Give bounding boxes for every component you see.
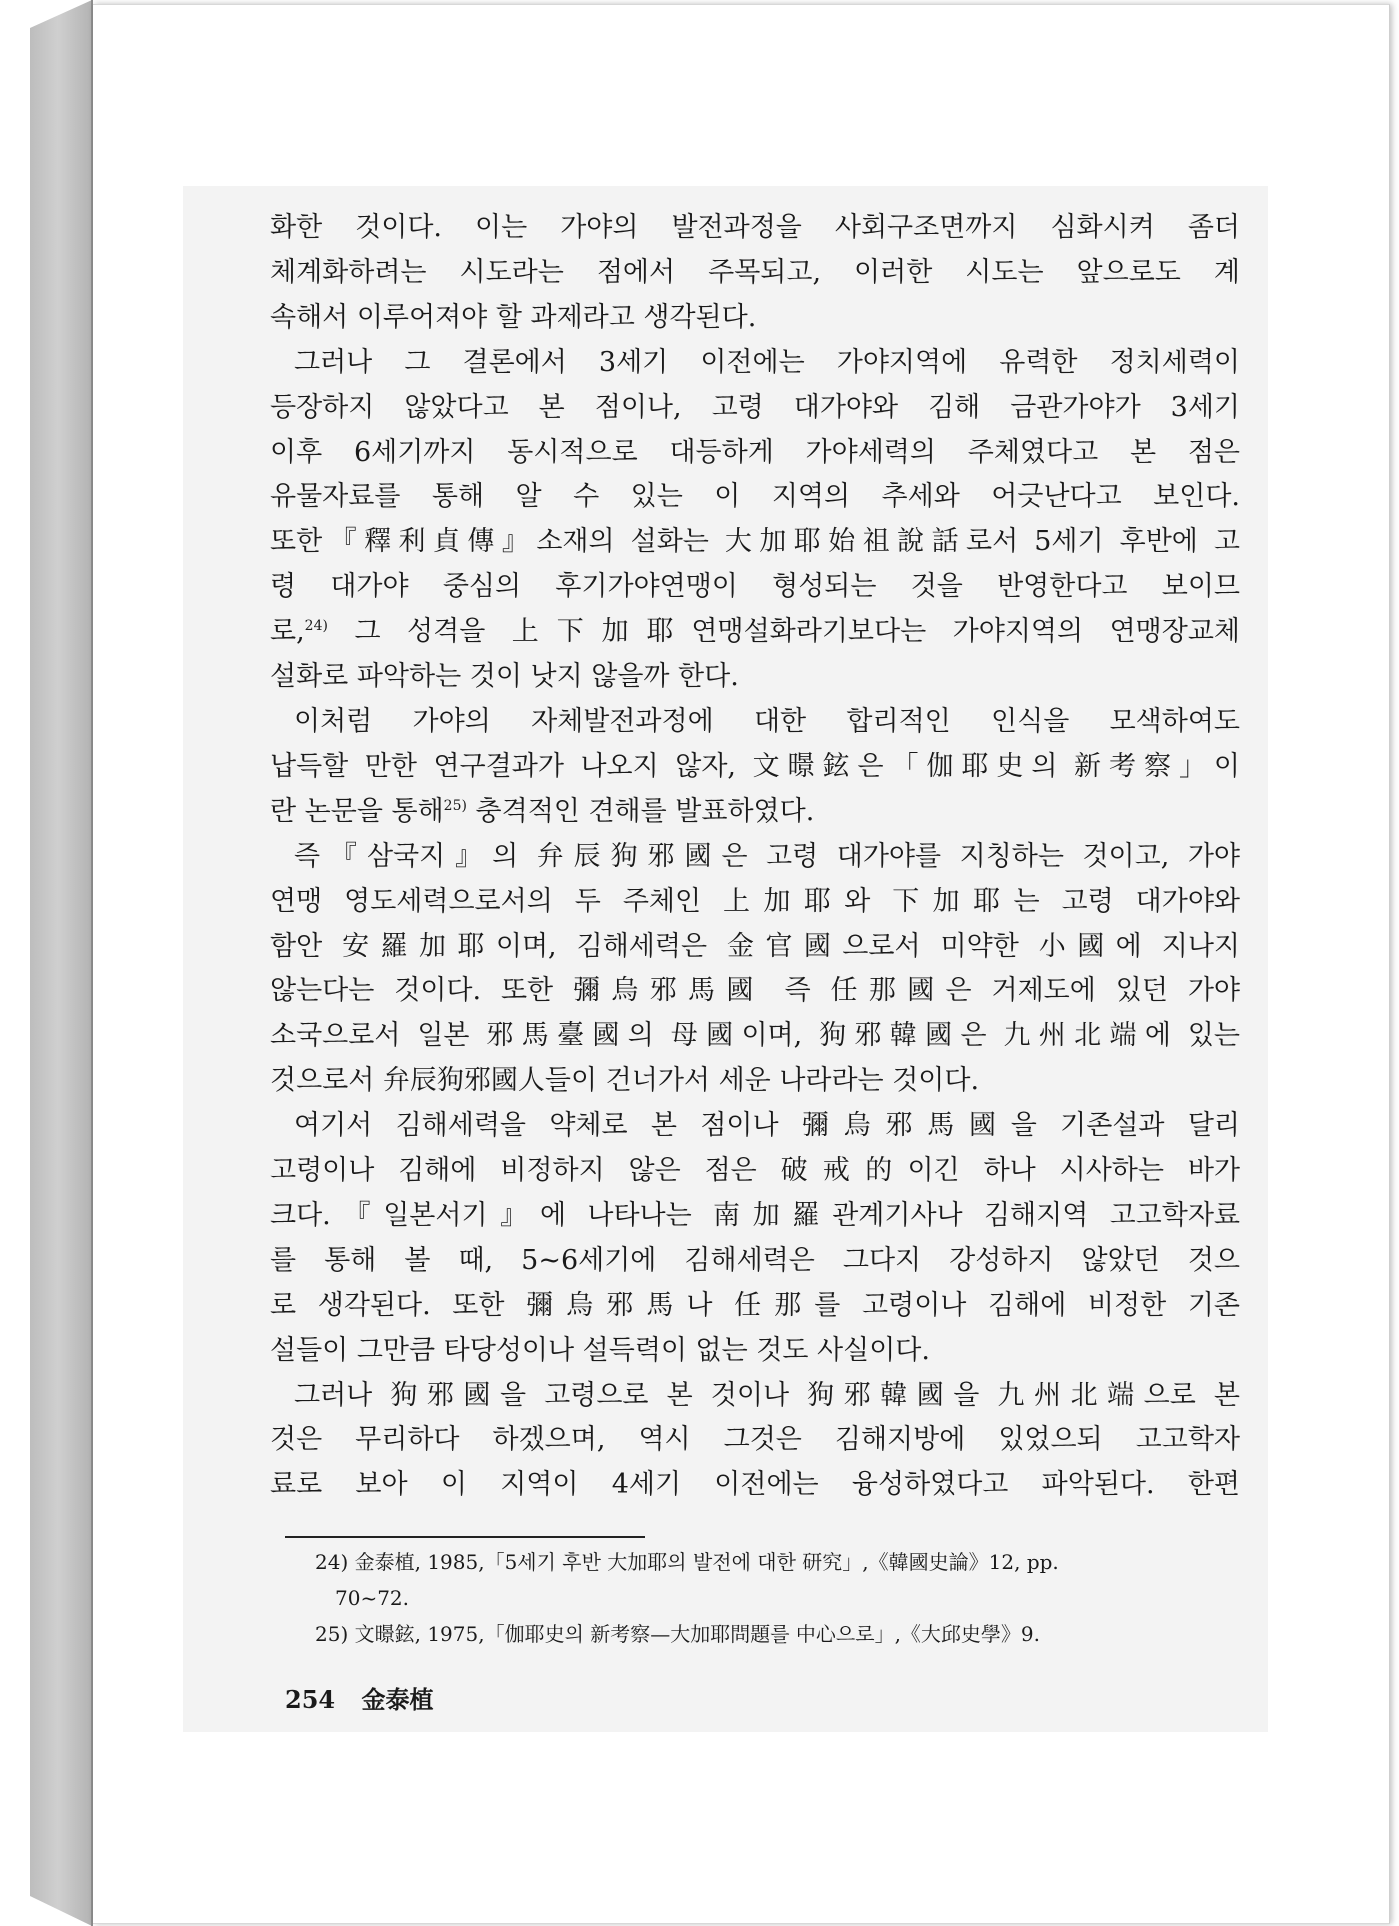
page-number: 254 bbox=[285, 1685, 336, 1714]
footnote-divider bbox=[285, 1536, 645, 1538]
footnote-ref-24: 24) bbox=[304, 618, 328, 635]
body-line-with-footnote bbox=[270, 610, 1240, 655]
body-line-with-footnote bbox=[270, 790, 1240, 835]
footnotes bbox=[315, 1544, 1240, 1652]
body-line: 화한 것이다. 이는 가야의 발전과정을 사회구조면까지 심화시켜 좀더 bbox=[270, 212, 1240, 243]
body-line: 로 생각된다. 또한 彌烏邪馬나 任那를 고령이나 김해에 비정한 기존 bbox=[270, 1289, 1240, 1321]
body-line: 속해서 이루어져야 할 과제라고 생각된다. bbox=[270, 301, 757, 333]
body-line: 여기서 김해세력을 약체로 본 점이나 彌烏邪馬國을 기존설과 달리 bbox=[294, 1110, 1240, 1142]
body-text bbox=[270, 206, 1240, 1508]
body-line: 령 대가야 중심의 후기가야연맹이 형성되는 것을 반영한다고 보이므 bbox=[270, 571, 1240, 603]
book-spine bbox=[30, 0, 92, 1926]
body-line: 않는다는 것이다. 또한 彌烏邪馬國 즉 任那國은 거제도에 있던 가야 bbox=[270, 975, 1240, 1007]
body-line: 즉『삼국지』의 弁辰狗邪國은 고령 대가야를 지칭하는 것이고, 가야 bbox=[294, 840, 1240, 872]
footnote-25: 25) 文暻鉉, 1975,「伽耶史의 新考察—大加耶問題를 中心으로」,《大邱史學》9. bbox=[315, 1622, 1041, 1646]
body-line: 를 통해 볼 때, 5~6세기에 김해세력은 그다지 강성하지 않았던 것으 bbox=[270, 1244, 1240, 1276]
body-line: 그러나 狗邪國을 고령으로 본 것이나 狗邪韓國을 九州北端으로 본 bbox=[294, 1379, 1240, 1411]
body-line: 이후 6세기까지 동시적으로 대등하게 가야세력의 주체였다고 본 점은 bbox=[270, 436, 1240, 468]
body-line: 그러나 그 결론에서 3세기 이전에는 가야지역에 유력한 정치세력이 bbox=[294, 346, 1240, 378]
body-line-part: 란 논문을 통해 bbox=[270, 795, 444, 827]
body-line: 체계화하려는 시도라는 점에서 주목되고, 이러한 시도는 앞으로도 계 bbox=[270, 256, 1240, 288]
body-line: 이처럼 가야의 자체발전과정에 대한 합리적인 인식을 모색하여도 bbox=[294, 705, 1240, 737]
footnote-24 bbox=[315, 1544, 1240, 1616]
page-footer bbox=[285, 1680, 451, 1715]
running-author: 金泰植 bbox=[361, 1685, 434, 1714]
body-line: 등장하지 않았다고 본 점이나, 고령 대가야와 김해 금관가야가 3세기 bbox=[270, 391, 1240, 423]
body-line-part: 그 성격을 上下加耶연맹설화라기보다는 가야지역의 연맹장교체 bbox=[354, 616, 1240, 648]
footnote-24-line1: 24) 金泰植, 1985,「5세기 후반 大加耶의 발전에 대한 研究」,《韓國史論》12, pp. bbox=[315, 1550, 1059, 1574]
body-line: 함안 安羅加耶이며, 김해세력은 金官國으로서 미약한 小國에 지나지 bbox=[270, 930, 1240, 962]
body-line: 료로 보아 이 지역이 4세기 이전에는 융성하였다고 파악된다. 한편 bbox=[270, 1469, 1240, 1501]
body-line-part: 로, bbox=[270, 616, 305, 648]
body-line: 또한『釋利貞傳』소재의 설화는 大加耶始祖說話로서 5세기 후반에 고 bbox=[270, 526, 1240, 558]
body-line: 설화로 파악하는 것이 낫지 않을까 한다. bbox=[270, 661, 739, 693]
body-line: 납득할 만한 연구결과가 나오지 않자, 文暻鉉은「伽耶史의 新考察」이 bbox=[270, 750, 1240, 782]
footnote-24-line2: 70~72. bbox=[335, 1586, 410, 1610]
body-line: 소국으로서 일본 邪馬臺國의 母國이며, 狗邪韓國은 九州北端에 있는 bbox=[270, 1020, 1240, 1052]
body-line: 것으로서 弁辰狗邪國人들이 건너가서 세운 나라라는 것이다. bbox=[270, 1065, 980, 1097]
body-line: 유물자료를 통해 알 수 있는 이 지역의 추세와 어긋난다고 보인다. bbox=[270, 481, 1240, 513]
body-line: 것은 무리하다 하겠으며, 역시 그것은 김해지방에 있었으되 고고학자 bbox=[270, 1424, 1240, 1456]
body-line: 연맹 영도세력으로서의 두 주체인 上加耶와 下加耶는 고령 대가야와 bbox=[270, 885, 1240, 917]
body-line: 고령이나 김해에 비정하지 않은 점은 破戒的이긴 하나 시사하는 바가 bbox=[270, 1155, 1240, 1187]
body-line: 설들이 그만큼 타당성이나 설득력이 없는 것도 사실이다. bbox=[270, 1334, 930, 1366]
body-line-part: 충격적인 견해를 발표하였다. bbox=[475, 795, 815, 827]
body-line: 크다.『일본서기』에 나타나는 南加羅관계기사나 김해지역 고고학자료 bbox=[270, 1199, 1240, 1231]
footnote-ref-25: 25) bbox=[443, 797, 467, 814]
